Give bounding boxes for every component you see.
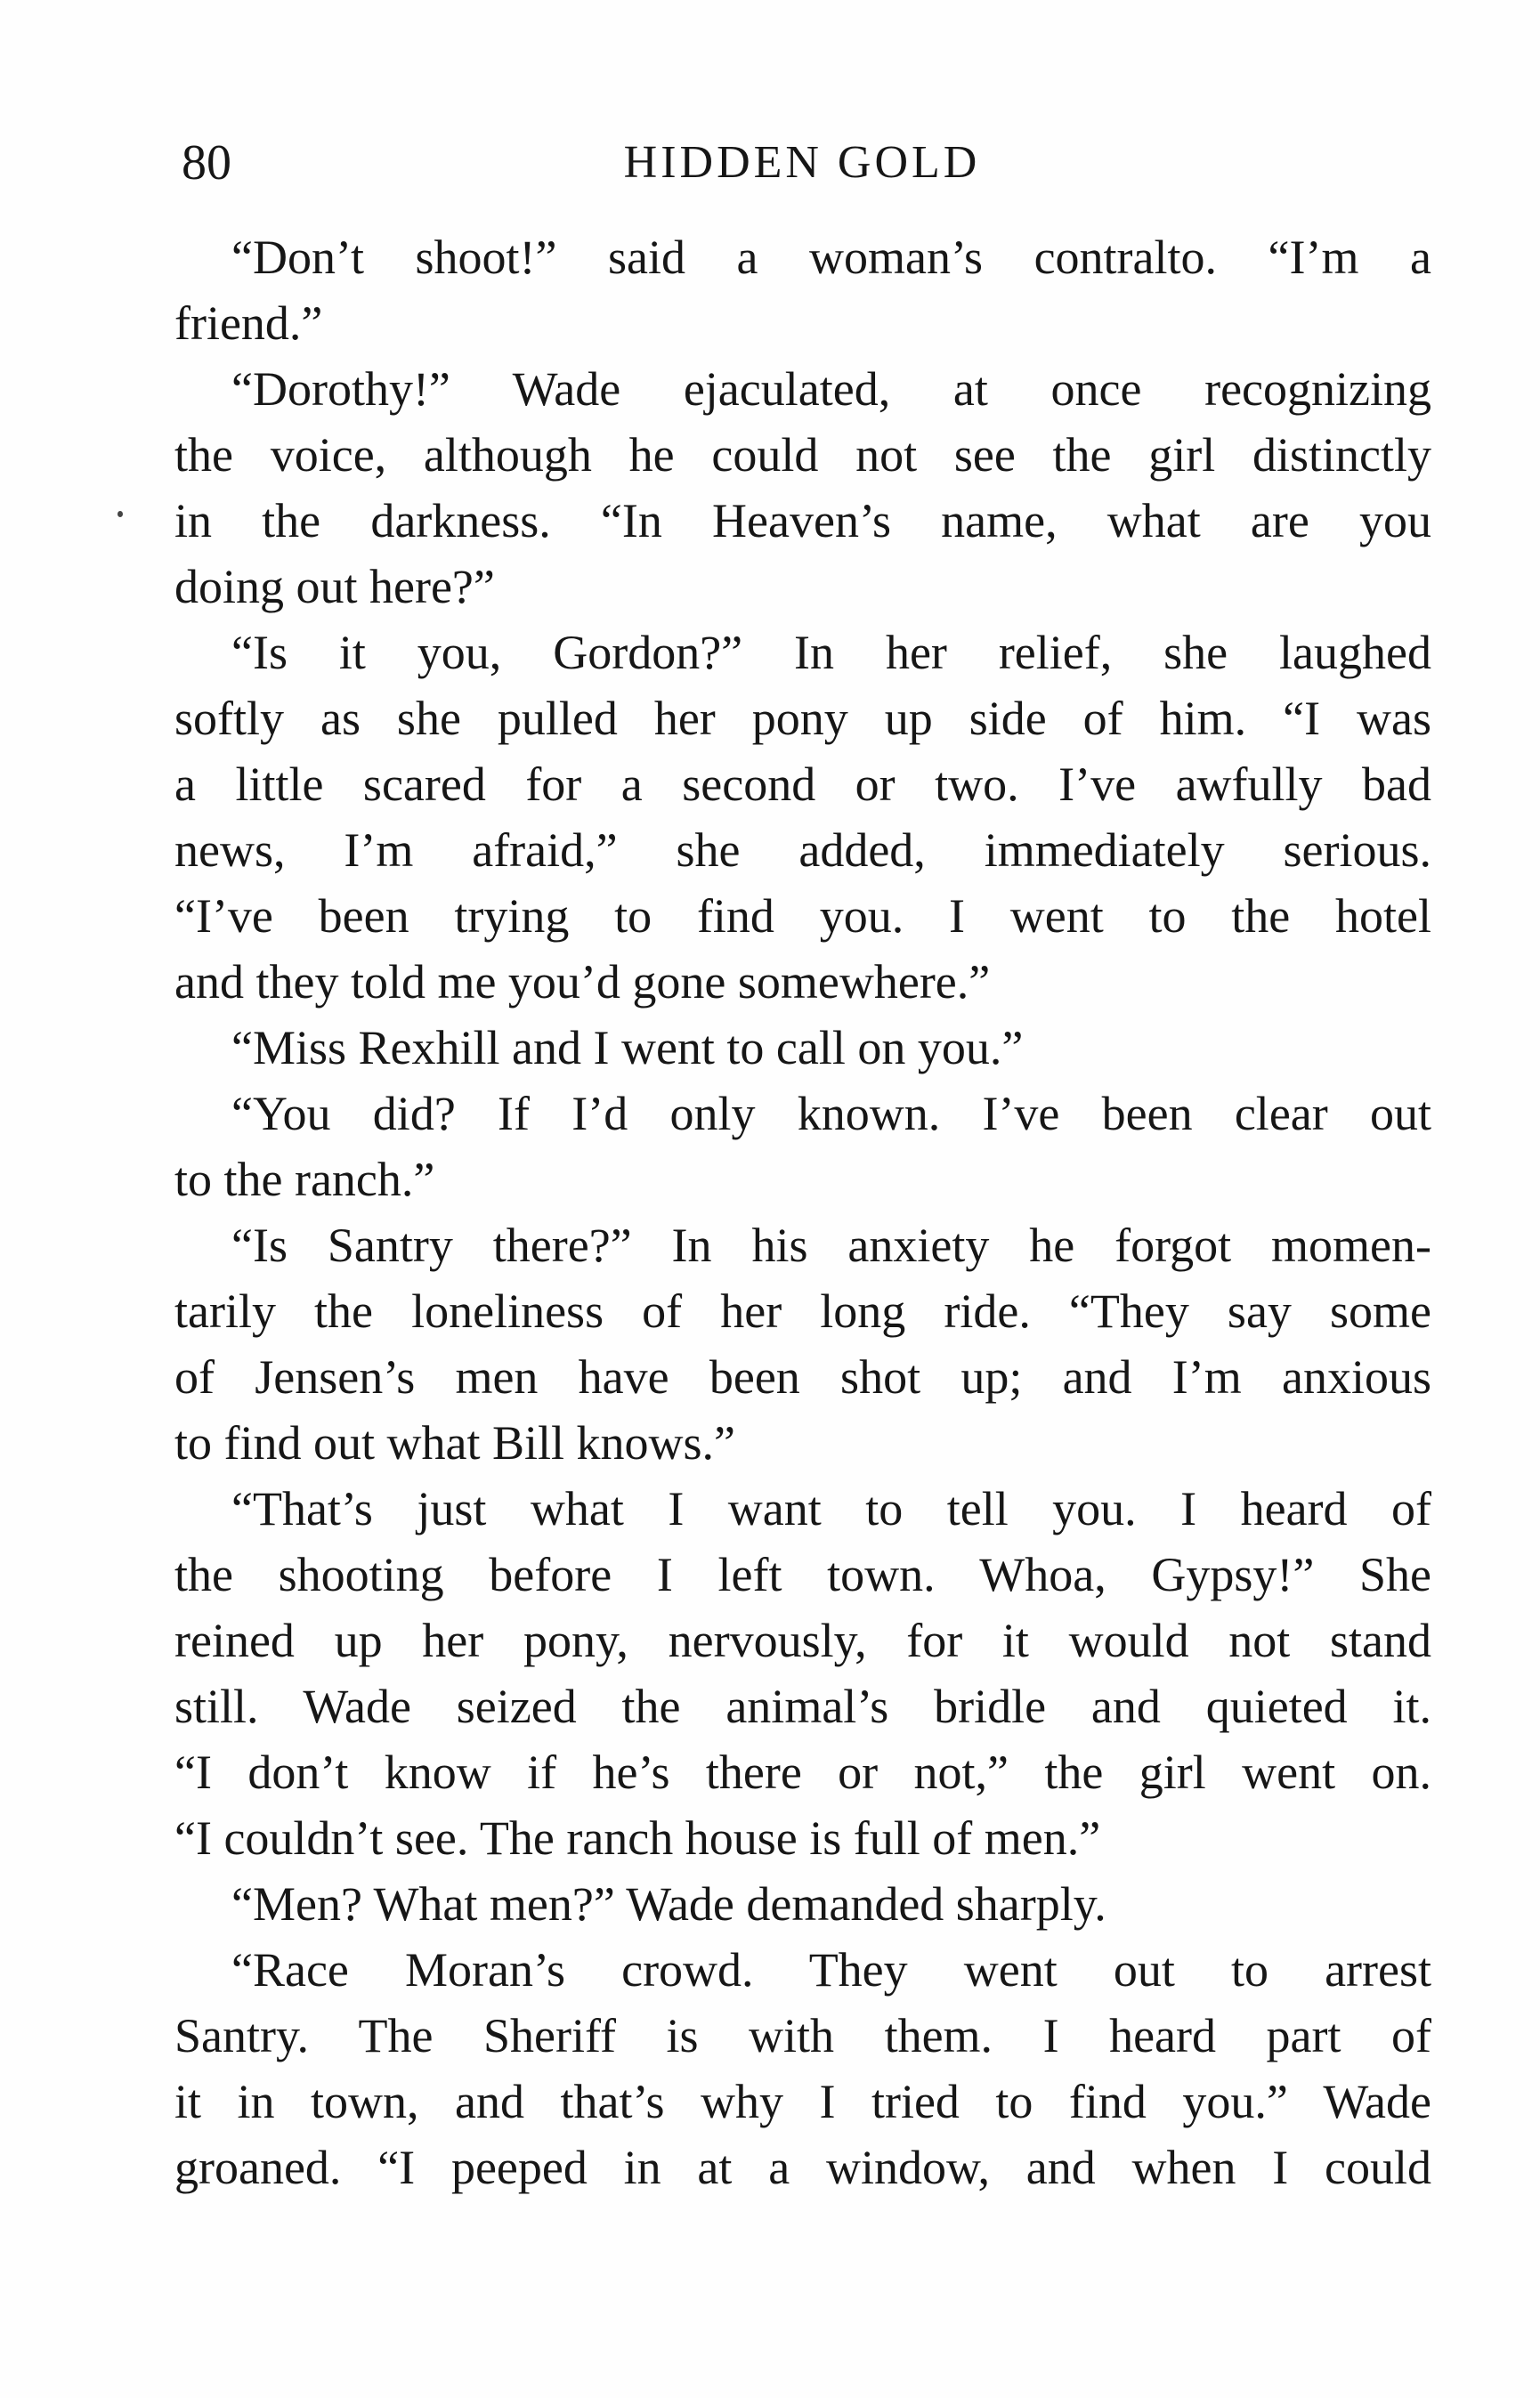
running-head: HIDDEN GOLD <box>623 137 981 188</box>
margin-speck <box>118 511 123 517</box>
text-line: Santry. The Sheriff is with them. I heard part of <box>174 2009 1431 2062</box>
text-line: still. Wade seized the animal’s bridle and quieted it. <box>174 1680 1431 1733</box>
text-line: the voice, although he could not see the girl distinctly <box>174 428 1431 482</box>
text-line: softly as she pulled her pony up side of him. “I was <box>174 692 1431 745</box>
text-line: tarily the loneliness of her long ride. “They say some <box>174 1284 1431 1338</box>
text-line: friend.” <box>174 296 323 350</box>
text-line: “Dorothy!” Wade ejaculated, at once recognizing <box>231 362 1431 416</box>
text-line: news, I’m afraid,” she added, immediately serious. <box>174 823 1431 877</box>
text-line: “I don’t know if he’s there or not,” the girl went on. <box>174 1746 1431 1799</box>
page-number: 80 <box>182 135 231 190</box>
text-line: “I’ve been trying to find you. I went to the hotel <box>174 889 1431 943</box>
text-line: groaned. “I peeped in at a window, and when I could <box>174 2141 1431 2194</box>
text-line: “Men? What men?” Wade demanded sharply. <box>231 1877 1106 1931</box>
text-line: in the darkness. “In Heaven’s name, what are you <box>174 494 1431 547</box>
text-line: “You did? If I’d only known. I’ve been clear out <box>231 1087 1431 1140</box>
text-line: “Is it you, Gordon?” In her relief, she laughed <box>231 626 1431 679</box>
body-text <box>174 224 1431 2200</box>
text-line: “Don’t shoot!” said a woman’s contralto. “I’m a <box>231 231 1431 284</box>
text-line: “Race Moran’s crowd. They went out to arrest <box>231 1943 1431 1997</box>
text-line: a little scared for a second or two. I’ve awfully bad <box>174 757 1431 811</box>
text-line: the shooting before I left town. Whoa, Gypsy!” She <box>174 1548 1431 1601</box>
text-line: doing out here?” <box>174 560 495 613</box>
text-line: “That’s just what I want to tell you. I heard of <box>231 1482 1431 1535</box>
text-line: “I couldn’t see. The ranch house is full of men.” <box>174 1811 1101 1865</box>
text-line: “Miss Rexhill and I went to call on you.” <box>231 1021 1024 1074</box>
text-line: of Jensen’s men have been shot up; and I’m anxious <box>174 1350 1431 1404</box>
text-line: to find out what Bill knows.” <box>174 1416 735 1470</box>
text-line: and they told me you’d gone somewhere.” <box>174 955 991 1009</box>
text-line: it in town, and that’s why I tried to find you.” Wade <box>174 2075 1431 2128</box>
text-line: to the ranch.” <box>174 1153 435 1206</box>
text-line: “Is Santry there?” In his anxiety he forgot momen- <box>231 1219 1431 1272</box>
text-line: reined up her pony, nervously, for it would not stand <box>174 1614 1431 1667</box>
page-header <box>174 132 1430 194</box>
